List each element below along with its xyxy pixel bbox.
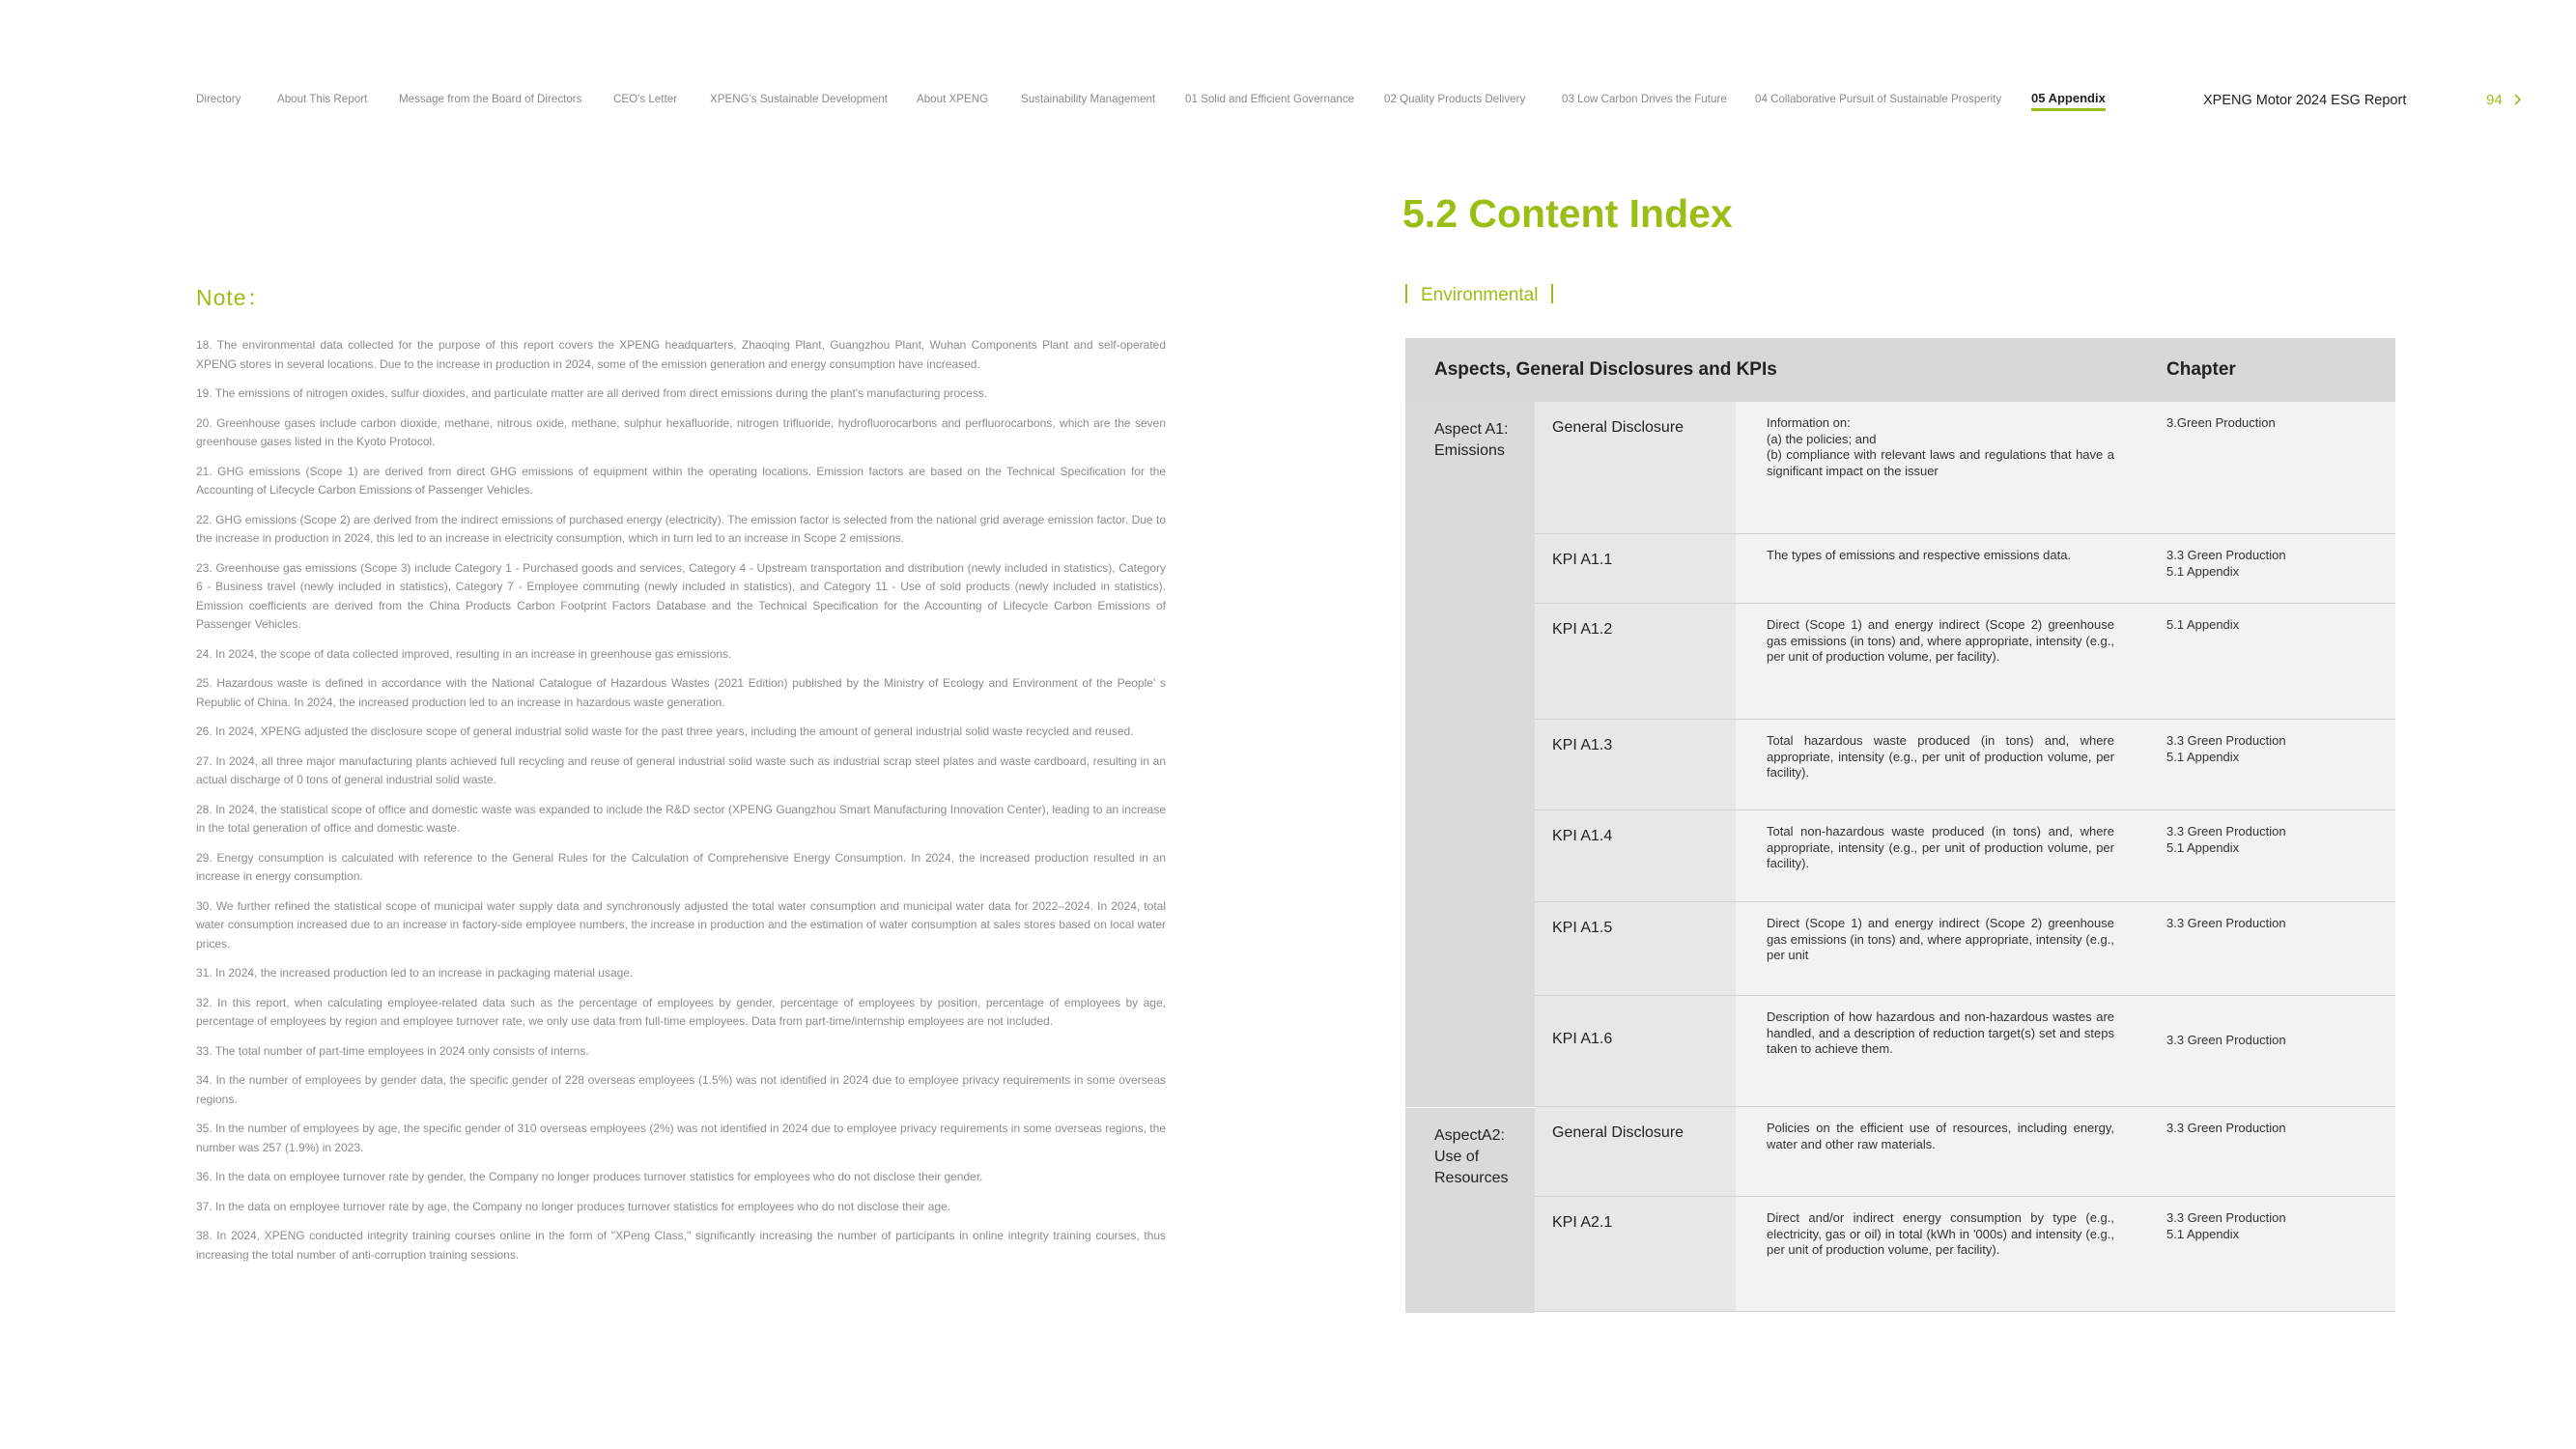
note-item: 36. In the data on employee turnover rate by gender, the Company no longer produces turnover statistics for employees who do not disclose their gender. [196,1170,983,1183]
kpi-label: KPI A1.2 [1552,621,1613,638]
notes-title: Note： [196,285,270,310]
chapter-ref: 5.1 Appendix [2166,749,2240,764]
note-item: 19. The emissions of nitrogen oxides, sulfur dioxides, and particulate matter are all derived from direct emissions during the plant's manufacturing process. [196,386,988,400]
note-item: 37. In the data on employee turnover rate by age, the Company no longer produces turnover statistics for employees who do not disclose their age. [196,1199,951,1213]
chapter-ref: 3.3 Green Production [2166,1210,2286,1225]
nav-item-governance[interactable]: 01 Solid and Efficient Governance [1185,93,1355,105]
nav-item-board-message[interactable]: Message from the Board of Directors [399,93,582,105]
table-row [1535,1197,2395,1312]
chapter-ref: 5.1 Appendix [2166,617,2240,632]
nav-item-sustainability-management[interactable]: Sustainability Management [1021,93,1156,105]
kpi-label: KPI A1.5 [1552,920,1613,936]
table-row [1535,402,2395,534]
chapter-ref: 3.3 Green Production [2166,733,2286,748]
aspect-label: Use of [1434,1149,1480,1165]
aspect-label: Aspect A1: [1434,421,1509,438]
kpi-description: The types of emissions and respective emissions data. [1767,548,2072,562]
category-label [1405,284,1553,306]
kpi-description: Direct (Scope 1) and energy indirect (Scope 2) greenhouse gas emissions (in tons) and, where appropriate, intensity (e.g., per unit [1767,916,2114,962]
kpi-description: Total hazardous waste produced (in tons) and, where appropriate, intensity (e.g., per unit of production volume, per facility). [1767,733,2114,780]
table-header [1405,338,2395,402]
content-index-table [1405,338,2395,1312]
chapter-ref: 3.3 Green Production [2166,1121,2286,1135]
nav-item-about-this-report[interactable]: About This Report [277,93,368,105]
divider [1551,284,1553,303]
chapter-ref: 3.Green Production [2166,415,2276,430]
table-row [1535,1107,2395,1197]
note-item: 32. In this report, when calculating employee-related data such as the percentage of employees by gender, percentage of employees by position, percentage of employees by age, percentage of employees by region and employee turnover rate, we only use data from full-time employees. Data from part-time/internship employees are not included. [196,995,1166,1028]
chapter-ref: 3.3 Green Production [2166,1033,2286,1047]
table-row [1535,604,2395,720]
kpi-description: Direct (Scope 1) and energy indirect (Scope 2) greenhouse gas emissions (in tons) and, where appropriate, intensity (e.g., per unit of production volume, per facility). [1767,617,2114,664]
note-item: 26. In 2024, XPENG adjusted the disclosure scope of general industrial solid waste for the past three years, including the amount of general industrial solid waste recycled and reused. [196,724,1134,738]
nav-item-quality-products[interactable]: 02 Quality Products Delivery [1384,93,1526,105]
top-navigation [196,89,2553,120]
chapter-ref: 5.1 Appendix [2166,1226,2240,1241]
kpi-description: Information on: [1767,415,1851,430]
kpi-description: (a) the policies; and [1767,431,1877,446]
aspect-label: Resources [1434,1170,1509,1186]
chapter-ref: 3.3 Green Production [2166,916,2286,930]
note-item: 29. Energy consumption is calculated with reference to the General Rules for the Calculation of Comprehensive Energy Consumption. In 2024, the increased production resulted in an increase in energy consumption. [196,850,1166,883]
kpi-label: KPI A1.3 [1552,737,1613,753]
aspect-label: AspectA2: [1434,1127,1505,1144]
table-row [1535,996,2395,1107]
table-row [1535,534,2395,604]
note-item: 18. The environmental data collected for the purpose of this report covers the XPENG headquarters, Zhaoqing Plant, Guangzhou Plant, Wuhan Components Plant and self-operated XPENG stores in several locations. Due to the increase in production in 2024, some of the emission generation and energy consumption have increased. [196,338,1166,371]
nav-item-about-xpeng[interactable]: About XPENG [917,93,989,105]
table-row [1535,720,2395,810]
kpi-label: KPI A1.6 [1552,1031,1613,1047]
note-item: 31. In 2024, the increased production led to an increase in packaging material usage. [196,966,634,980]
kpi-label: General Disclosure [1552,419,1684,436]
kpi-label: KPI A1.4 [1552,828,1613,844]
aspect-label: Emissions [1434,442,1505,459]
note-item: 27. In 2024, all three major manufacturing plants achieved full recycling and reuse of general industrial solid waste such as industrial scrap steel plates and waste cardboard, resulting in an actual discharge of 0 tons of general industrial solid waste. [196,753,1166,786]
header-chapter: Chapter [2166,359,2236,380]
notes-list [196,336,1166,1275]
nav-item-collaborative-prosperity[interactable]: 04 Collaborative Pursuit of Sustainable Prosperity [1755,93,2002,105]
kpi-description: Direct and/or indirect energy consumption by type (e.g., electricity, gas or oil) in total (kWh in '000s) and intensity (e.g., per unit of production volume, per facility). [1767,1210,2114,1257]
note-item: 30. We further refined the statistical scope of municipal water supply data and synchronously adjusted the total water consumption and municipal water data for 2022–2024. In 2024, total water consumption increased due to an increase in factory-side employee numbers, the increase in production and the estimation of water consumption at sales stores based on local water prices. [196,898,1166,951]
kpi-label: KPI A1.1 [1552,552,1613,568]
nav-item-ceo-letter[interactable]: CEO's Letter [613,93,678,105]
nav-item-directory[interactable]: Directory [196,93,241,105]
note-item: 35. In the number of employees by age, the specific gender of 310 overseas employees (2%) was not identified in 2024 due to employee privacy requirements in some overseas regions, the number was 257 (1.9%) in 2023. [196,1122,1166,1154]
aspect-cell-a2 [1405,1107,1535,1313]
table-row [1535,810,2395,902]
note-item: 25. Hazardous waste is defined in accordance with the National Catalogue of Hazardous Wastes (2021 Edition) published by the Ministry of Ecology and Environment of the People' s Republic of China. In 2024, the increased production led to an increase in hazardous waste generation. [196,676,1166,709]
note-item: 28. In 2024, the statistical scope of office and domestic waste was expanded to include the R&D sector (XPENG Guangzhou Smart Manufacturing Innovation Center), leading to an increase in the total generation of office and domestic waste. [196,802,1166,835]
page-number: 94 [2486,92,2503,108]
report-title: XPENG Motor 2024 ESG Report [2203,93,2407,108]
nav-item-low-carbon[interactable]: 03 Low Carbon Drives the Future [1562,93,1727,105]
kpi-description: Policies on the efficient use of resources, including energy, water and other raw materials. [1767,1121,2114,1151]
header-aspects: Aspects, General Disclosures and KPIs [1434,359,1777,380]
note-item: 34. In the number of employees by gender data, the specific gender of 228 overseas employees (1.5%) was not identified in 2024 due to employee privacy requirements in some overseas regions. [196,1073,1166,1106]
aspect-cell-a1 [1405,402,1535,1107]
note-item: 21. GHG emissions (Scope 1) are derived from direct GHG emissions of equipment within the operating locations. Emission factors are based on the Technical Specification for the Accounting of Lifecycle Carbon Emissions of Passenger Vehicles. [196,464,1166,497]
kpi-label: KPI A2.1 [1552,1214,1613,1231]
kpi-label: General Disclosure [1552,1124,1684,1141]
chapter-ref: 3.3 Green Production [2166,548,2286,562]
kpi-description: Description of how hazardous and non-hazardous wastes are handled, and a description of reduction target(s) set and steps taken to achieve them. [1767,1009,2114,1056]
note-item: 22. GHG emissions (Scope 2) are derived from the indirect emissions of purchased energy (electricity). The emission factor is selected from the national grid average emission factor. Due to the increase in production in 2024, this led to an increase in electricity consumption, which in turn led to an increase in Scope 2 emissions. [196,512,1166,545]
kpi-description: Total non-hazardous waste produced (in tons) and, where appropriate, intensity (e.g., per unit of production volume, per facility). [1767,824,2114,870]
nav-item-appendix[interactable]: 05 Appendix [2031,91,2106,105]
category-label-text: Environmental [1421,285,1539,305]
divider [1405,284,1407,303]
chevron-right-icon[interactable] [2511,93,2525,106]
kpi-description: (b) compliance with relevant laws and regulations that have a significant impact on the issuer [1767,447,2114,478]
note-item: 20. Greenhouse gases include carbon dioxide, methane, nitrous oxide, methane, sulphur hexafluoride, nitrogen trifluoride, hydrofluorocarbons and perfluorocarbons, which are the seven greenhouse gases listed in the Kyoto Protocol. [196,415,1166,448]
chapter-ref: 3.3 Green Production [2166,824,2286,838]
note-item: 23. Greenhouse gas emissions (Scope 3) include Category 1 - Purchased goods and services, Category 4 - Upstream transportation and distribution (newly included in statistics), Category 6 - Business travel (newly included in statistics), Category 7 - Employee commuting (newly included in statistics), and Category 11 - Use of sold products (newly included in statistics). Emission coefficients are derived from the China Products Carbon Footprint Factors Database and the Technical Specification for the Accounting of Lifecycle Carbon Emissions of Passenger Vehicles. [196,560,1166,631]
chapter-ref: 5.1 Appendix [2166,839,2240,855]
note-item: 24. In 2024, the scope of data collected improved, resulting in an increase in greenhouse gas emissions. [196,646,732,661]
nav-item-sustainable-development[interactable]: XPENG's Sustainable Development [710,93,888,105]
note-item: 38. In 2024, XPENG conducted integrity training courses online in the form of "XPeng Class," significantly increasing the number of participants in online integrity training courses, thus increasing the total number of anti-corruption training sessions. [196,1229,1166,1262]
section-title: 5.2 Content Index [1402,191,1733,236]
chapter-ref: 5.1 Appendix [2166,563,2240,579]
note-item: 33. The total number of part-time employees in 2024 only consists of interns. [196,1043,589,1058]
table-row [1535,902,2395,996]
